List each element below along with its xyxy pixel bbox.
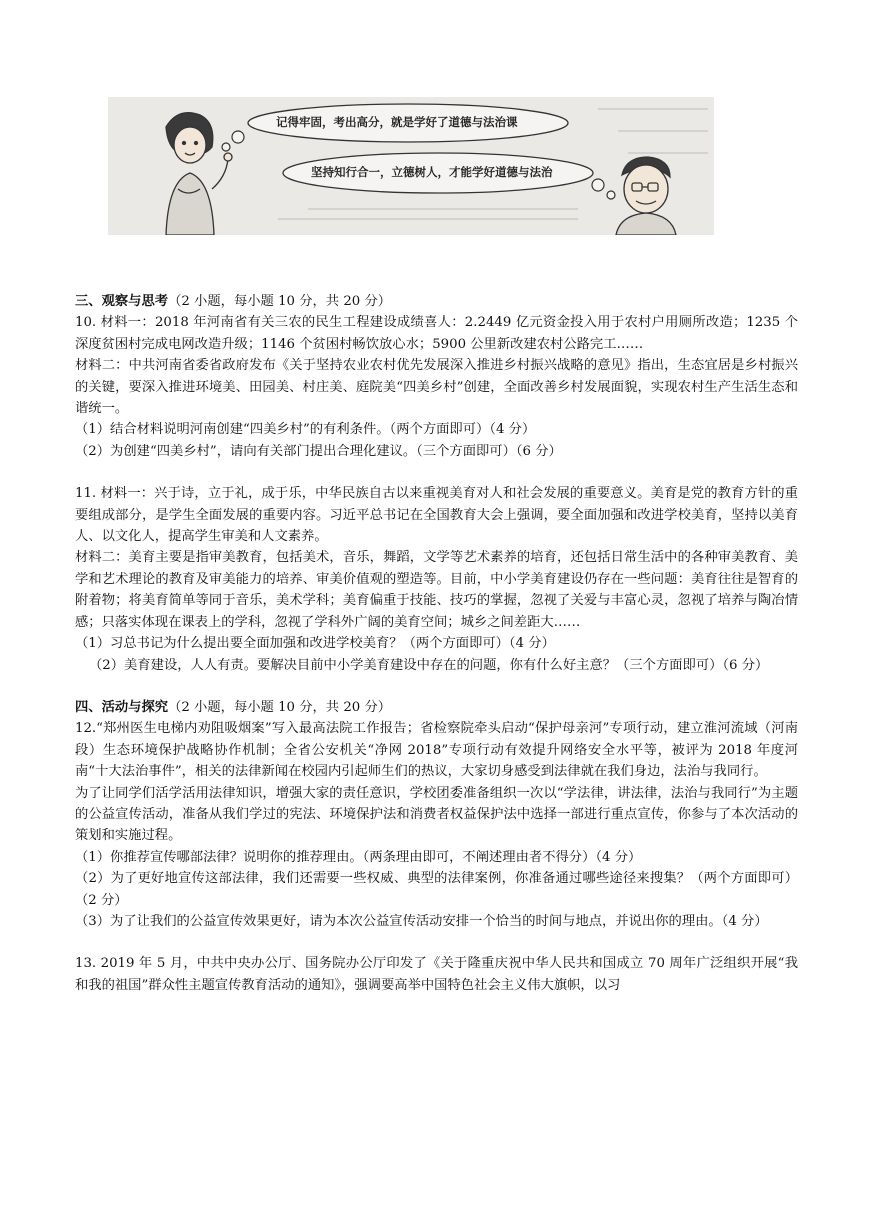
girl-figure xyxy=(166,113,232,235)
q12-paragraph2: 为了让同学们活学活用法律知识，增强大家的责任意识，学校团委准备组织一次以“学法律，讲法律，法治与我同行”为主题的公益宣传活动，准备从我们学过的宪法、环境保护法和消费者权益保护法中选择一部进行重点宣传，你参与了本次活动的策划和实施过程。 xyxy=(75,785,798,844)
q12-sub3: （3）为了让我们的公益宣传效果更好，请为本次公益宣传活动安排一个恰当的时间与地点，并说出你的理由。（4 分） xyxy=(75,913,768,929)
bubble-bottom-text: 坚持知行合一，立德树人，才能学好道德与法治 xyxy=(311,165,553,179)
q10-material2: 材料二：中共河南省委省政府发布《关于坚持农业农村优先发展深入推进乡村振兴战略的意见》指出，生态宜居是乡村振兴的关键，要深入推进环境美、田园美、村庄美、庭院美“四美乡村”创建，全面改善乡村发展面貌，实现农村生产生活生态和谐统一。 xyxy=(75,358,798,417)
section3-heading xyxy=(75,291,798,312)
q12-sub2: （2）为了更好地宣传这部法律，我们还需要一些权威、典型的法律案例，你准备通过哪些途径来搜集？（两个方面即可）（2 分） xyxy=(75,871,798,908)
q11-material2: 材料二：美育主要是指审美教育，包括美术，音乐，舞蹈，文学等艺术素养的培育，还包括日常生活中的各种审美教育、美学和艺术理论的教育及审美能力的培养、审美价值观的塑造等。目前，中小学美育建设仍存在一些问题：美育往往是智育的附着物；将美育简单等同于音乐，美术学科；美育偏重于技能、技巧的掌握，忽视了关爱与丰富心灵，忽视了培养与陶冶情感；只落实体现在课表上的学科，忽视了学科外广阔的美育空间；城乡之间差距大…… xyxy=(75,550,798,630)
q10-sub1: （1）结合材料说明河南创建“四美乡村”的有利条件。（两个方面即可）（4 分） xyxy=(75,422,536,438)
q12-paragraph1: 12.“郑州医生电梯内劝阻吸烟案”写入最高法院工作报告；省检察院牵头启动“保护母亲河”专项行动，建立淮河流域（河南段）生态环境保护战略协作机制；全省公安机关“净网 2018”专项行动有效提升网络安全水平等，被评为 2018 年度河南“十大法治事件”，相关的法律新闻在校园内引起师生们的热议，大家切身感受到法律就在我们身边，法治与我同行。 xyxy=(75,721,798,780)
cartoon-illustration xyxy=(108,97,714,235)
section4-heading xyxy=(75,697,798,718)
q11-sub1: （1）习总书记为什么提出要全面加强和改进学校美育？（两个方面即可）（4 分） xyxy=(75,636,555,652)
q11-sub2: （2）美育建设，人人有责。要解决目前中小学美育建设中存在的问题，你有什么好主意？（三个方面即可）（6 分） xyxy=(89,657,769,673)
section4-note: （2 小题，每小题 10 分，共 20 分） xyxy=(168,699,392,715)
q11-material1: 11. 材料一：兴于诗，立于礼，成于乐，中华民族自古以来重视美育对人和社会发展的重要意义。美育是党的教育方针的重要组成部分，是学生全面发展的重要内容。习近平总书记在全国教育大会上强调，要全面加强和改进学校美育，坚持以美育人、以文化人，提高学生审美和人文素养。 xyxy=(75,486,798,545)
section3-note: （2 小题，每小题 10 分，共 20 分） xyxy=(168,294,392,309)
man-figure xyxy=(616,157,676,235)
exam-content xyxy=(75,291,798,996)
bubble-top-text: 记得牢固，考出高分，就是学好了道德与法治课 xyxy=(276,115,518,129)
q10-material1: 10. 材料一：2018 年河南省有关三农的民生工程建设成绩喜人：2.2449 亿元资金投入用于农村户用厕所改造；1235 个深度贫困村完成电网改造升级；1146 个贫困村畅饮放心水；5900 公里新改建农村公路完工…… xyxy=(75,315,798,352)
q12-sub1: （1）你推荐宣传哪部法律？说明你的推荐理由。（两条理由即可，不阐述理由者不得分）（4 分） xyxy=(75,849,642,865)
q13-paragraph1: 13. 2019 年 5 月，中共中央办公厅、国务院办公厅印发了《关于隆重庆祝中华人民共和国成立 70 周年广泛组织开展“我和我的祖国”群众性主题宣传教育活动的通知》，强调要高举中国特色社会主义伟大旗帜，以习 xyxy=(75,956,798,993)
q10-sub2: （2）为创建“四美乡村”，请向有关部门提出合理化建议。（三个方面即可）（6 分） xyxy=(75,443,562,459)
section4-title: 四、活动与探究 xyxy=(75,699,169,715)
section3-title: 三、观察与思考 xyxy=(75,294,169,309)
